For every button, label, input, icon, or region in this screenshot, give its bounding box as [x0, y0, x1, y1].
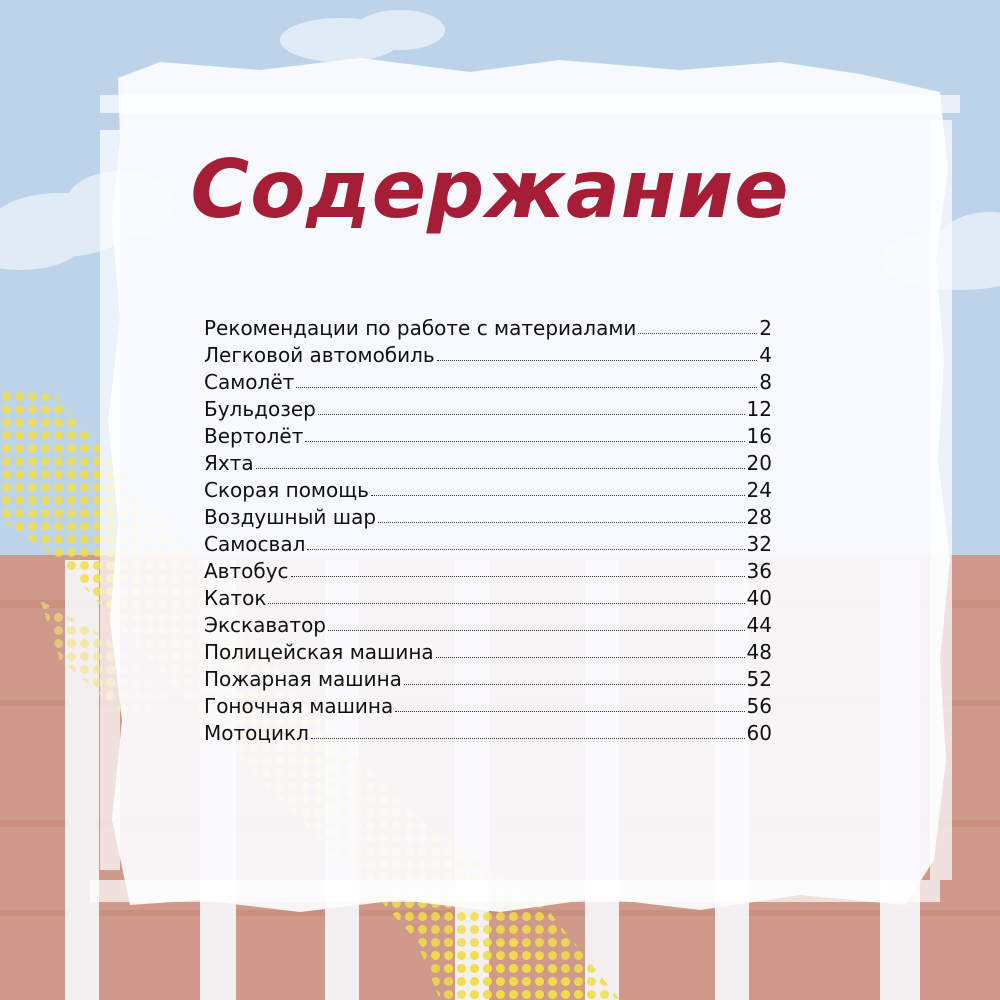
toc-dot-leader	[404, 684, 745, 685]
toc-entry[interactable]	[204, 448, 772, 475]
toc-entry[interactable]	[204, 718, 772, 745]
toc-entry[interactable]	[204, 637, 772, 664]
toc-entry-page-number: 24	[746, 478, 772, 502]
toc-dot-leader	[318, 414, 745, 415]
toc-entry[interactable]	[204, 421, 772, 448]
toc-entry-page-number: 16	[746, 424, 772, 448]
toc-entry[interactable]	[204, 502, 772, 529]
toc-dot-leader	[311, 738, 745, 739]
toc-entry-title: Скорая помощь	[204, 478, 369, 502]
toc-entry-title: Воздушный шар	[204, 505, 377, 529]
toc-entry-page-number: 52	[746, 667, 772, 691]
toc-entry-page-number: 40	[746, 586, 772, 610]
toc-entry-title: Яхта	[204, 451, 254, 475]
toc-entry-page-number: 44	[746, 613, 772, 637]
toc-entry[interactable]	[204, 367, 772, 394]
toc-dot-leader	[307, 549, 744, 550]
toc-entry[interactable]	[204, 691, 772, 718]
toc-entry-page-number: 2	[759, 316, 772, 340]
toc-entry-page-number: 4	[759, 343, 772, 367]
toc-entry-title: Пожарная машина	[204, 667, 402, 691]
toc-entry[interactable]	[204, 475, 772, 502]
toc-entry-page-number: 12	[746, 397, 772, 421]
toc-entry-page-number: 28	[746, 505, 772, 529]
toc-entry-page-number: 48	[746, 640, 772, 664]
toc-dot-leader	[437, 360, 758, 361]
toc-dot-leader	[638, 333, 757, 334]
toc-dot-leader	[256, 468, 745, 469]
toc-entry-page-number: 36	[746, 559, 772, 583]
toc-dot-leader	[436, 657, 745, 658]
toc-entry-page-number: 8	[759, 370, 772, 394]
toc-entry-title: Самолёт	[204, 370, 295, 394]
toc-entry-title: Рекомендации по работе с материалами	[204, 316, 637, 340]
page-title: Содержание	[190, 143, 790, 236]
toc-entry-page-number: 60	[746, 721, 772, 745]
toc-entry-title: Легковой автомобиль	[204, 343, 435, 367]
toc-entry[interactable]	[204, 556, 772, 583]
toc-entry-title: Автобус	[204, 559, 289, 583]
toc-dot-leader	[378, 522, 745, 523]
toc-entry[interactable]	[204, 340, 772, 367]
toc-dot-leader	[305, 441, 744, 442]
toc-entry[interactable]	[204, 313, 772, 340]
toc-dot-leader	[395, 711, 744, 712]
toc-entry[interactable]	[204, 610, 772, 637]
toc-dot-leader	[268, 603, 744, 604]
toc-entry-title: Гоночная машина	[204, 694, 394, 718]
toc-entry[interactable]	[204, 583, 772, 610]
toc-dot-leader	[371, 495, 745, 496]
toc-entry-title: Вертолёт	[204, 424, 304, 448]
toc-entry-title: Бульдозер	[204, 397, 316, 421]
toc-entry-title: Каток	[204, 586, 267, 610]
table-of-contents	[204, 313, 772, 745]
toc-entry[interactable]	[204, 664, 772, 691]
toc-dot-leader	[328, 630, 745, 631]
toc-entry-page-number: 32	[746, 532, 772, 556]
toc-entry-title: Экскаватор	[204, 613, 327, 637]
toc-dot-leader	[296, 387, 757, 388]
toc-entry[interactable]	[204, 529, 772, 556]
toc-entry-title: Мотоцикл	[204, 721, 309, 745]
toc-dot-leader	[291, 576, 745, 577]
toc-entry-title: Полицейская машина	[204, 640, 434, 664]
toc-entry[interactable]	[204, 394, 772, 421]
toc-entry-page-number: 20	[746, 451, 772, 475]
toc-entry-title: Самосвал	[204, 532, 306, 556]
toc-entry-page-number: 56	[746, 694, 772, 718]
